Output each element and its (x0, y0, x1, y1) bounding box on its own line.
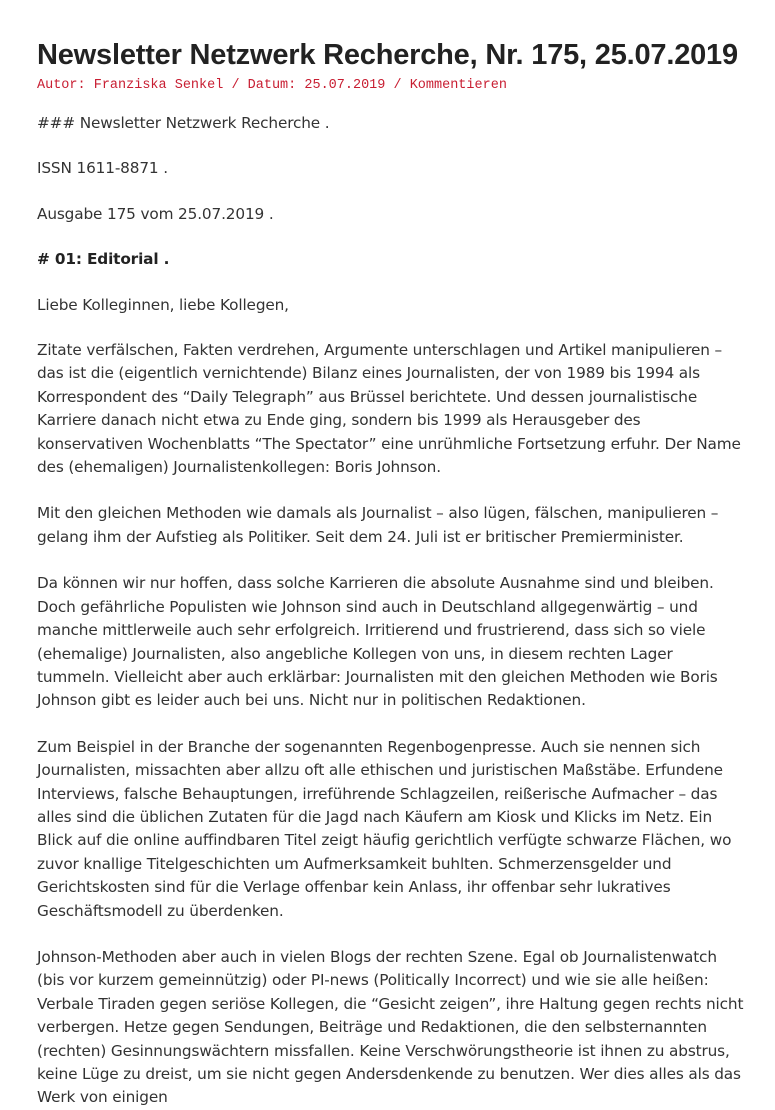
paragraph: Zitate verfälschen, Fakten verdrehen, Argumente unterschlagen und Artikel manipulieren – das ist die (eigentlich vernichtende) Bilanz eines Journalisten, der von 1989 bis 1994 als Korrespondent des “Daily Telegraph” aus Brüssel berichtete. Und dessen journalistische Karriere danach nicht etwa zu Ende ging, sondern bis 1999 als Herausgeber des konservativen Wochenblatts “The Spectator” eine unrühmliche Fortsetzung erfuhr. Der Name des (ehemaligen) Journalistenkollegen: Boris Johnson. (37, 341, 741, 477)
article-meta (37, 78, 745, 94)
comments-link[interactable]: Kommentieren (409, 78, 507, 93)
paragraph: Zum Beispiel in der Branche der sogenannten Regenbogenpresse. Auch sie nennen sich Journalisten, missachten aber allzu oft alle ethischen und juristischen Maßstäbe. Erfundene Interviews, falsche Behauptungen, irreführende Schlagzeilen, reißerische Aufmacher – das alles sind die üblichen Zutaten für die Jagd nach Käufern am Kiosk und Klicks im Netz. Ein Blick auf die online auffindbaren Titel zeigt häufig gerichtlich verfügte schwarze Flächen, wo zuvor knallige Titelgeschichten um Aufmerksamkeit buhlten. Schmerzensgelder und Gerichtskosten sind für die Verlage offenbar kein Anlass, ihr offenbar sehr lukratives Geschäftsmodell zu überdenken. (37, 737, 732, 920)
section-heading-text: # 01: Editorial . (37, 250, 170, 269)
author-label: Autor: (37, 78, 94, 93)
issn-line: ISSN 1611-8871 . (37, 159, 168, 178)
paragraph: Da können wir nur hoffen, dass solche Karrieren die absolute Ausnahme sind und bleiben. Doch gefährliche Populisten wie Johnson sind auch in Deutschland allgegenwärtig – und manche mittlerweile auch sehr erfolgreich. Irritierend und frustrierend, dass sich so viele (ehemalige) Journalisten, also angebliche Kollegen von uns, in diesem rechten Lager tummeln. Vielleicht aber auch erklärbar: Journalisten mit den gleichen Methoden wie Boris Johnson gibt es leider auch bei uns. Nicht nur in politischen Redaktionen. (37, 574, 718, 710)
issue-line: Ausgabe 175 vom 25.07.2019 . (37, 204, 274, 223)
author-link[interactable]: Franziska Senkel (93, 78, 224, 93)
date-label: Datum: (247, 78, 305, 93)
meta-separator: / (385, 78, 410, 93)
paragraph: Mit den gleichen Methoden wie damals als Journalist – also lügen, fälschen, manipulieren – gelang ihm der Aufstieg als Politiker. Seit dem 24. Juli ist er britischer Premierminister. (37, 504, 719, 546)
section-heading (37, 248, 745, 271)
article-body (37, 112, 745, 1110)
date-link[interactable]: 25.07.2019 (304, 78, 386, 93)
newsletter-header: ### Newsletter Netzwerk Recherche . (37, 114, 330, 132)
salutation: Liebe Kolleginnen, liebe Kollegen, (37, 295, 289, 314)
paragraph: Johnson-Methoden aber auch in vielen Blogs der rechten Szene. Egal ob Journalistenwatch (bis vor kurzem gemeinnützig) oder PI-news (Politically Incorrect) und wie sie alle heißen: Verbale Tiraden gegen seriöse Kollegen, die “Gesicht zeigen”, ihre Haltung gegen rechts nicht verbergen. Hetze gegen Sendungen, Beiträge und Redaktionen, die den selbsternannten (rechten) Gesinnungswächtern missfallen. Keine Verschwörungstheorie ist ihnen zu abstrus, keine Lüge zu dreist, um sie nicht gegen Andersdenkende zu benutzen. Wer dies alles als das Werk von einigen (37, 947, 744, 1107)
meta-separator: / (223, 78, 248, 93)
article-title: Newsletter Netzwerk Recherche, Nr. 175, 25.07.2019 (37, 39, 738, 71)
